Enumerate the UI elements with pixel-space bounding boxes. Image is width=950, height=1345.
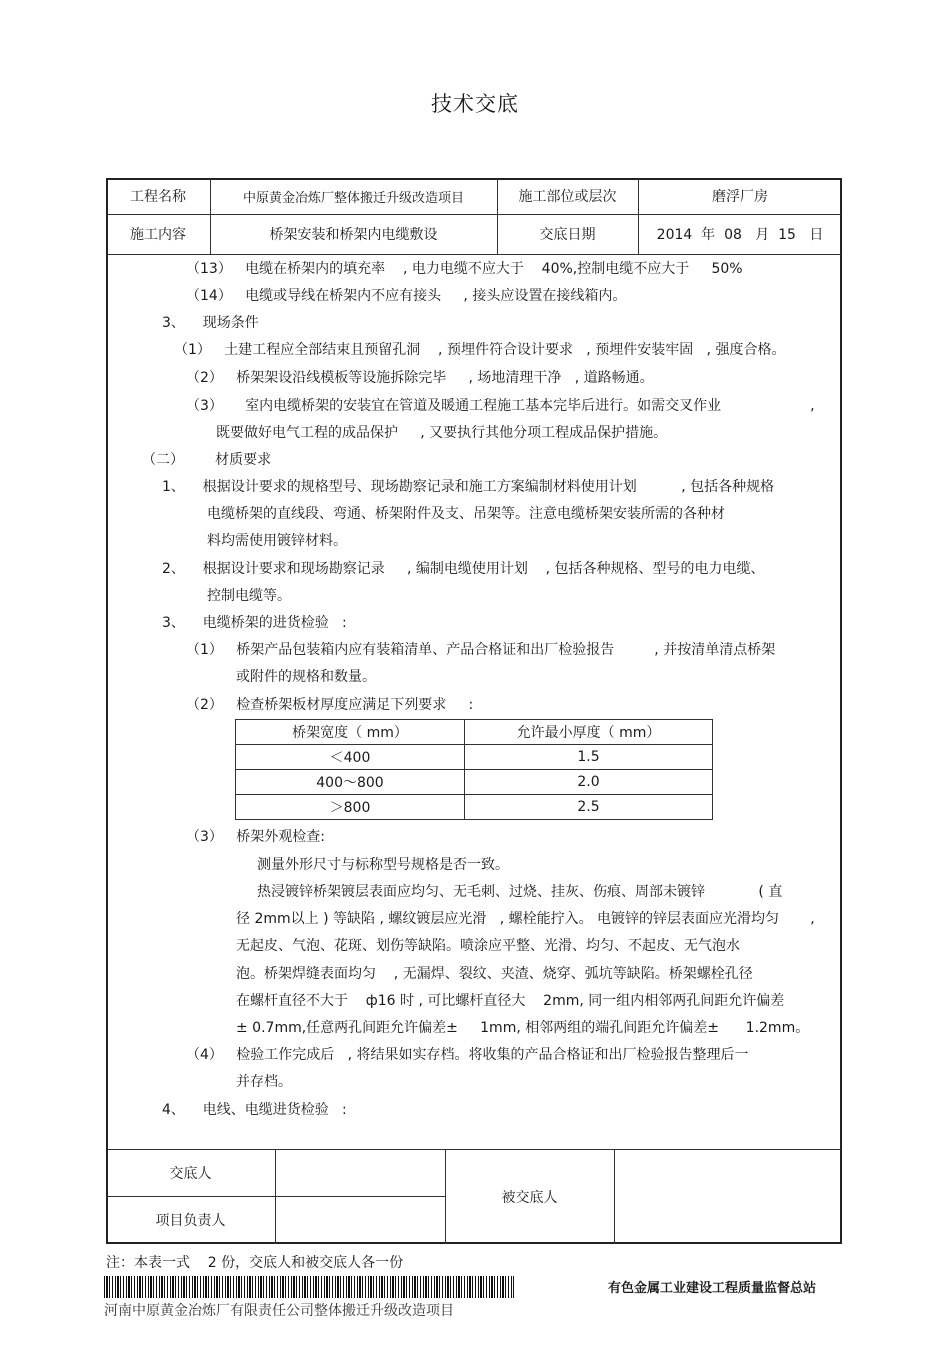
body-line: （2） 桥架架设沿线模板等设施拆除完毕 , 场地清理干净 , 道路畅通。 [186,370,654,386]
body-line: （14） 电缆或导线在桥架内不应有接头 , 接头应设置在接线箱内。 [186,288,627,304]
body-line: 2、 根据设计要求和现场勘察记录 , 编制电缆使用计划 , 包括各种规格、型号的电力电缆、 [162,561,765,577]
body-line: ± 0.7mm,任意两孔间距允许偏差± 1mm, 相邻两组的端孔间距允许偏差± 1.2mm。 [236,1020,810,1036]
body-line: 无起皮、气泡、花斑、划伤等缺陷。喷涂应平整、光滑、均匀、不起皮、无气泡水 [236,938,740,954]
footer-project-name: 河南中原黄金冶炼厂有限责任公司整体搬迁升级改造项目 [104,1303,454,1319]
body-line: （2） 检查桥架板材厚度应满足下列要求 : [186,697,474,713]
body-line: （13） 电缆在桥架内的填充率 , 电力电缆不应大于 40%,控制电缆不应大于 50% [186,261,743,277]
date-value: 2014 年 08 月 15 日 [656,227,824,243]
body-line: 既要做好电气工程的成品保护 , 又要执行其他分项工程成品保护措施。 [216,425,668,441]
col-divider [614,1149,615,1244]
thickness-spec-table [235,719,713,820]
organization-name: 有色金属工业建设工程质量监督总站 [608,1281,817,1296]
body-line: 并存档。 [236,1074,292,1090]
body-line: 电缆桥架的直线段、弯通、桥架附件及支、吊架等。注意电缆桥架安装所需的各种材 [207,506,725,522]
content-label: 施工内容 [130,227,186,243]
body-line: （4） 检验工作完成后 , 将结果如实存档。将收集的产品合格证和出厂检验报告整理后一 [186,1047,749,1063]
body-line: （3） 室内电缆桥架的安装宜在管道及暖通工程施工基本完毕后进行。如需交叉作业 , [186,398,815,414]
table-header-cell: 允许最小厚度（ mm） [465,720,713,745]
table-cell: 2.0 [465,770,713,795]
section-heading: （二） 材质要求 [142,452,272,468]
table-cell: 400～800 [236,770,465,795]
content-value: 桥架安装和桥架内电缆敷设 [269,227,438,243]
col-divider [275,1149,276,1244]
body-line: （1） 土建工程应全部结束且预留孔洞 , 预埋件符合设计要求 , 预埋件安装牢固 , 强度合格。 [174,342,786,358]
table-row [236,795,713,820]
project-name-label: 工程名称 [130,189,186,205]
table-row [236,745,713,770]
body-line: 或附件的规格和数量。 [236,669,376,685]
body-line: 1、 根据设计要求的规格型号、现场勘察记录和施工方案编制材料使用计划 , 包括各种规格 [162,479,775,495]
table-header-row [236,720,713,745]
date-label: 交底日期 [539,227,596,243]
document-title: 技术交底 [431,92,519,116]
barcode-image [104,1276,514,1298]
table-cell: ＜400 [236,745,465,770]
location-label: 施工部位或层次 [518,189,617,205]
presenter-label: 交底人 [169,1165,212,1182]
section-heading: 3、 电缆桥架的进货检验 : [162,615,347,631]
body-line: （1） 桥架产品包装箱内应有装箱清单、产品合格证和出厂检验报告 , 并按清单清点桥架 [186,642,776,658]
table-row [236,770,713,795]
table-cell: 2.5 [465,795,713,820]
manager-label: 项目负责人 [155,1213,226,1229]
section-heading: 4、 电线、电缆进货检验 : [162,1102,347,1118]
body-line: 料均需使用镀锌材料。 [207,533,347,549]
body-line: 热浸镀锌桥架镀层表面应均匀、无毛刺、过烧、挂灰、伤痕、周部未镀锌 ( 直 [257,884,783,900]
body-line: 控制电缆等。 [207,588,291,604]
table-cell: 1.5 [465,745,713,770]
body-line: 在螺杆直径不大于 ф16 时 , 可比螺杆直径大 2mm, 同一组内相邻两孔间距允许偏差 [236,993,785,1009]
body-line: （3） 桥架外观检查: [186,829,325,845]
section-heading: 3、 现场条件 [162,315,259,331]
row-divider [106,254,842,255]
table-cell: ＞800 [236,795,465,820]
location-value: 磨浮厂房 [712,189,768,205]
footnote: 注：本表一式 2 份，交底人和被交底人各一份 [106,1255,404,1271]
table-header-cell: 桥架宽度（ mm） [236,720,465,745]
receiver-label: 被交底人 [501,1189,558,1206]
body-line: 泡。桥架焊缝表面均匀 , 无漏焊、裂纹、夹渣、烧穿、弧坑等缺陷。桥架螺栓孔径 [236,966,753,982]
project-name-value: 中原黄金冶炼厂整体搬迁升级改造项目 [242,190,464,206]
body-line: 测量外形尺寸与标称型号规格是否一致。 [257,857,509,873]
body-line: 径 2mm以上 ) 等缺陷 , 螺纹镀层应光滑 , 螺栓能拧入。 电镀锌的锌层表面应光滑均匀 , [236,911,815,927]
